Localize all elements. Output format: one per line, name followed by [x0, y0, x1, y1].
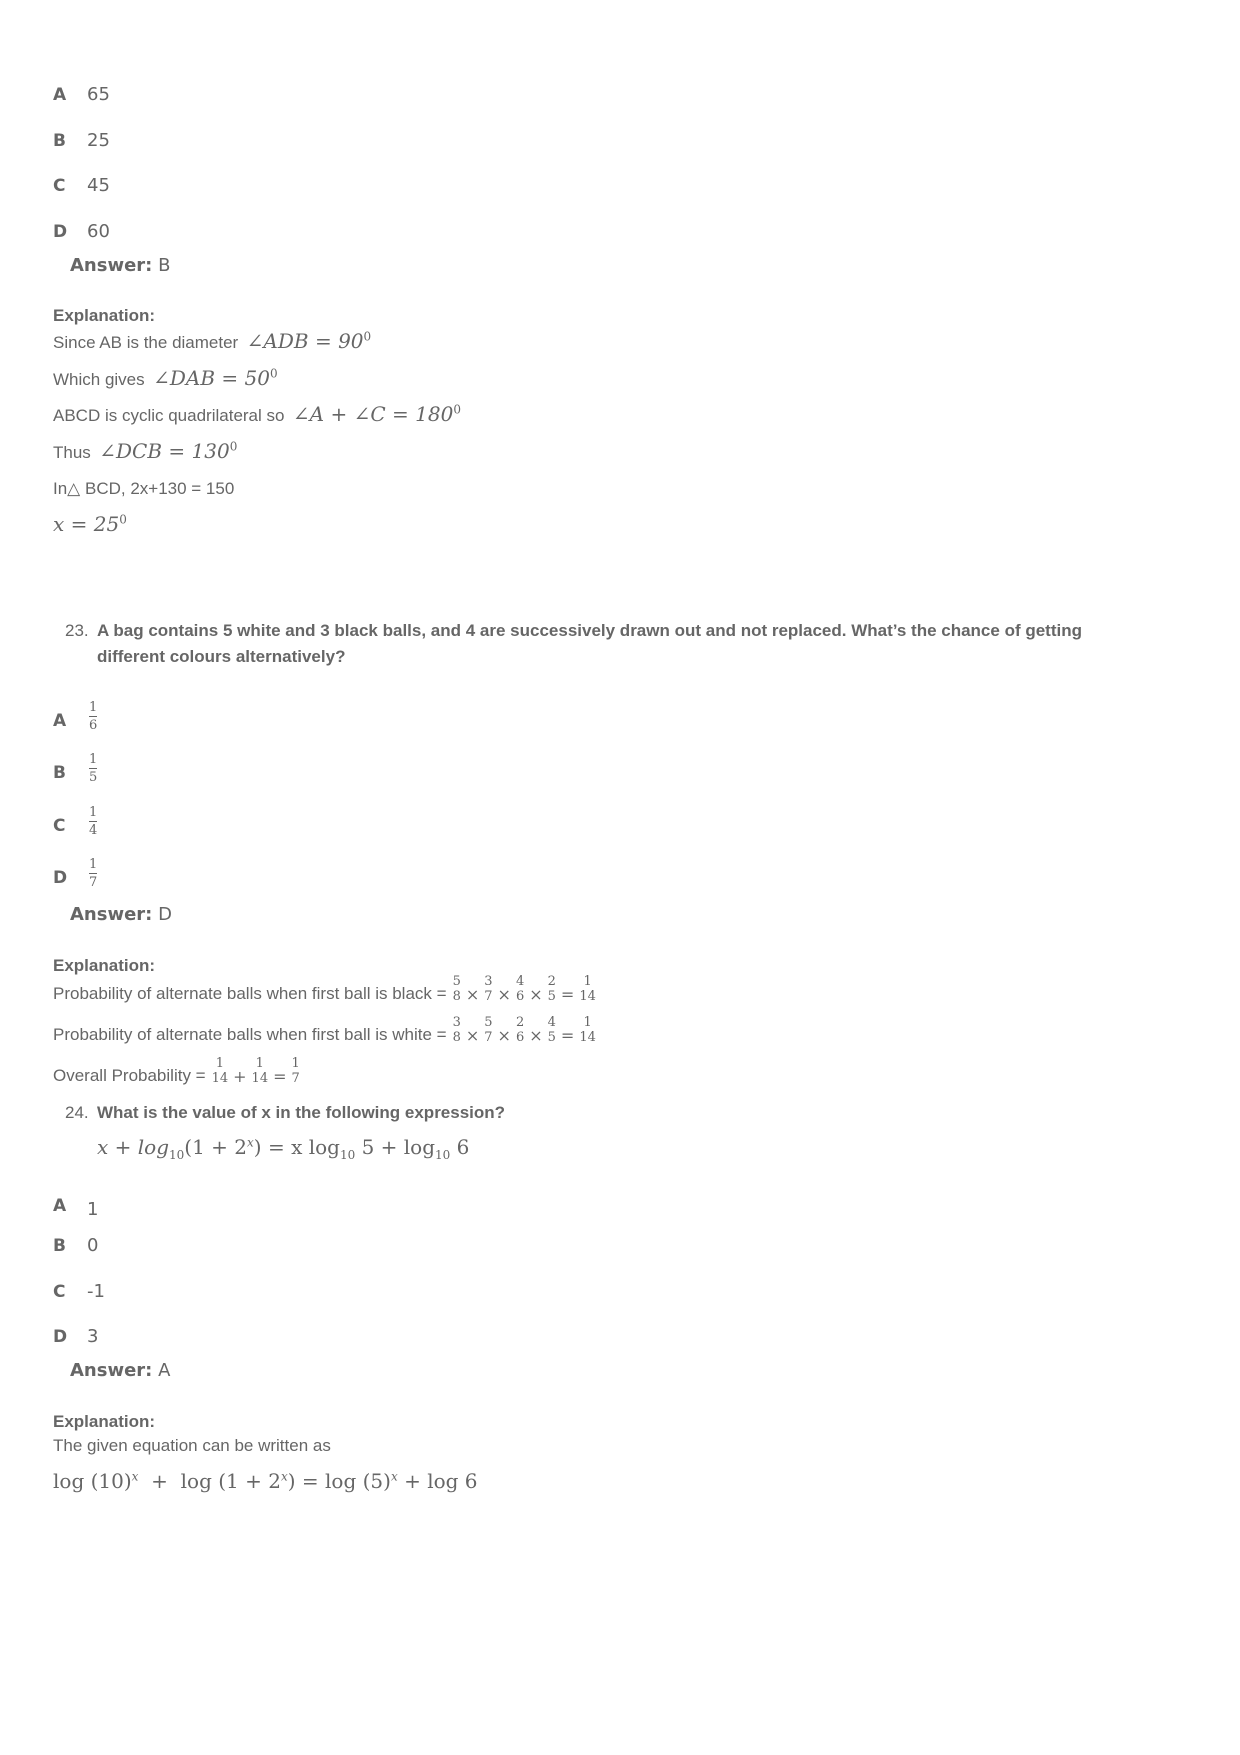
numerator: 1 — [89, 857, 98, 872]
explanation-text: Overall Probability = — [53, 1066, 206, 1085]
expr-part: ) = x log — [253, 1135, 340, 1159]
denominator: 14 — [579, 989, 596, 1004]
numerator: 1 — [583, 1015, 592, 1030]
option-value: 3 — [87, 1326, 99, 1347]
option-letter: C — [53, 1282, 66, 1302]
numerator: 2 — [547, 974, 556, 989]
option-letter: D — [53, 1327, 68, 1347]
fraction — [453, 1015, 461, 1045]
fraction — [579, 974, 596, 1004]
denominator: 4 — [89, 823, 98, 838]
explanation-heading: Explanation: — [53, 306, 156, 325]
answer-label: Answer: — [70, 904, 153, 925]
fraction — [484, 1015, 492, 1045]
explanation-math — [293, 402, 461, 426]
question-24 — [65, 1100, 1125, 1126]
numerator: 4 — [515, 974, 525, 989]
numerator: 1 — [89, 805, 98, 820]
explanation-line — [53, 439, 237, 463]
denominator: 7 — [291, 1071, 300, 1086]
question-text: A bag contains 5 white and 3 black balls, and 4 are successively drawn out and not replaced. What’s the chance of getting different colours alternatively? — [97, 621, 1082, 666]
numerator: 1 — [215, 1056, 224, 1071]
explanation-line — [53, 402, 461, 426]
times-sign: × — [497, 1026, 511, 1045]
answer-line — [70, 904, 172, 925]
question-23 — [65, 618, 1125, 670]
equals-sign: = — [560, 1026, 575, 1045]
denominator: 6 — [515, 1030, 525, 1045]
denominator: 5 — [89, 770, 98, 785]
math-superscript: 0 — [119, 512, 127, 527]
math-expression: ∠ADB = 90 — [246, 329, 364, 353]
equals-sign: = — [560, 985, 575, 1004]
explanation-heading: Explanation: — [53, 956, 156, 975]
explanation-text: Since AB is the diameter — [53, 333, 239, 352]
answer-line — [70, 255, 170, 276]
math-superscript: 0 — [453, 402, 461, 417]
expr-subscript: 10 — [169, 1148, 185, 1162]
denominator: 5 — [547, 1030, 556, 1045]
option-letter: B — [53, 1236, 66, 1256]
expr-part: + log 6 — [397, 1469, 478, 1493]
numerator: 3 — [484, 974, 493, 989]
option-fraction — [89, 805, 97, 838]
explanation-heading: Explanation: — [53, 1412, 156, 1431]
expr-subscript: 10 — [339, 1148, 356, 1162]
option-value: 65 — [87, 84, 110, 105]
fraction — [292, 1056, 300, 1086]
answer-value: A — [158, 1360, 171, 1381]
explanation-text: The given equation can be written as — [53, 1436, 331, 1455]
explanation-text: Probability of alternate balls when first ball is black = — [53, 984, 447, 1003]
math-superscript: 0 — [229, 439, 238, 454]
fraction — [212, 1056, 229, 1086]
fraction — [516, 1015, 524, 1045]
fraction-sum — [209, 1056, 303, 1086]
math-expression: ∠DAB = 50 — [153, 366, 270, 390]
explanation-math — [99, 439, 237, 463]
times-sign: × — [465, 1026, 480, 1045]
expr-part: 6 — [450, 1135, 470, 1159]
explanation-line — [53, 329, 371, 353]
numerator: 1 — [89, 752, 98, 767]
explanation-text: Which gives — [53, 370, 145, 389]
answer-line — [70, 1360, 170, 1381]
expr-part: 5 + log — [355, 1135, 436, 1159]
option-letter: A — [53, 85, 67, 105]
denominator: 8 — [452, 989, 461, 1004]
explanation-line — [53, 366, 278, 390]
question-number: 24. — [65, 1103, 89, 1122]
fraction-product — [450, 974, 599, 1004]
expr-part: x + log — [97, 1135, 169, 1159]
explanation-line — [53, 974, 599, 1004]
option-value: 60 — [87, 221, 110, 242]
denominator: 7 — [484, 1030, 493, 1045]
option-letter: D — [53, 868, 68, 888]
denominator: 6 — [89, 718, 98, 733]
expr-superscript: x — [247, 1135, 254, 1150]
explanation-text: In△ BCD, 2x+130 = 150 — [53, 479, 235, 498]
option-fraction — [89, 857, 97, 890]
expr-superscript: x — [280, 1469, 288, 1484]
numerator: 5 — [452, 974, 461, 989]
denominator: 7 — [484, 989, 493, 1004]
fraction — [252, 1056, 269, 1086]
math-superscript: 0 — [269, 366, 278, 381]
numerator: 1 — [291, 1056, 300, 1071]
option-letter: B — [53, 763, 66, 783]
math-expression: ∠A + ∠C = 180 — [292, 402, 454, 426]
denominator: 14 — [579, 1030, 596, 1045]
option-value: -1 — [87, 1281, 105, 1302]
math-expression: x = 25 — [53, 512, 120, 536]
numerator: 4 — [547, 1015, 556, 1030]
fraction — [548, 1015, 556, 1045]
explanation-math — [247, 329, 372, 353]
math-superscript: 0 — [363, 329, 372, 344]
expr-subscript: 10 — [435, 1148, 451, 1162]
option-letter: D — [53, 222, 68, 242]
answer-value: B — [158, 255, 171, 276]
question-text: What is the value of x in the following expression? — [97, 1103, 506, 1122]
numerator: 3 — [452, 1015, 461, 1030]
option-fraction — [89, 700, 97, 733]
option-fraction — [89, 752, 97, 785]
numerator: 1 — [89, 700, 98, 715]
math-expression: ∠DCB = 130 — [99, 439, 230, 463]
denominator: 8 — [452, 1030, 461, 1045]
denominator: 7 — [89, 875, 98, 890]
fraction-product — [450, 1015, 599, 1045]
denominator: 6 — [515, 989, 525, 1004]
numerator: 1 — [255, 1056, 264, 1071]
expr-superscript: x — [390, 1469, 398, 1484]
expr-part: log (10) — [53, 1469, 132, 1493]
option-letter: B — [53, 131, 66, 151]
option-value: 25 — [87, 130, 110, 151]
numerator: 1 — [583, 974, 592, 989]
option-letter: A — [53, 1196, 67, 1216]
expr-part: ) = log (5) — [287, 1469, 391, 1493]
question-number: 23. — [65, 621, 89, 640]
explanation-math — [53, 512, 127, 536]
fraction — [516, 974, 524, 1004]
option-letter: C — [53, 176, 66, 196]
answer-label: Answer: — [70, 255, 153, 276]
explanation-text: ABCD is cyclic quadrilateral so — [53, 406, 285, 425]
explanation-text: Thus — [53, 443, 91, 462]
option-letter: A — [53, 711, 67, 731]
expr-part: + log (1 + 2 — [138, 1469, 281, 1493]
fraction — [579, 1015, 596, 1045]
option-letter: C — [53, 816, 66, 836]
expr-part: (1 + 2 — [184, 1135, 248, 1159]
times-sign: × — [465, 985, 480, 1004]
times-sign: × — [497, 985, 511, 1004]
denominator: 5 — [547, 989, 556, 1004]
numerator: 2 — [515, 1015, 525, 1030]
explanation-line — [53, 1015, 599, 1045]
equals-sign: = — [273, 1067, 287, 1086]
plus-sign: + — [233, 1067, 247, 1086]
explanation-line — [53, 1056, 303, 1086]
explanation-text: Probability of alternate balls when first ball is white = — [53, 1025, 447, 1044]
fraction — [484, 974, 492, 1004]
denominator: 14 — [251, 1071, 269, 1086]
fraction — [453, 974, 461, 1004]
times-sign: × — [529, 1026, 543, 1045]
explanation-math — [53, 1469, 478, 1493]
answer-label: Answer: — [70, 1360, 153, 1381]
question-expression — [97, 1135, 469, 1162]
expr-superscript: x — [131, 1469, 139, 1484]
option-value: 0 — [87, 1235, 99, 1256]
numerator: 5 — [484, 1015, 493, 1030]
explanation-math — [153, 366, 278, 390]
option-value: 1 — [87, 1199, 99, 1220]
answer-value: D — [158, 904, 172, 925]
denominator: 14 — [211, 1071, 229, 1086]
times-sign: × — [529, 985, 543, 1004]
fraction — [548, 974, 556, 1004]
option-value: 45 — [87, 175, 110, 196]
